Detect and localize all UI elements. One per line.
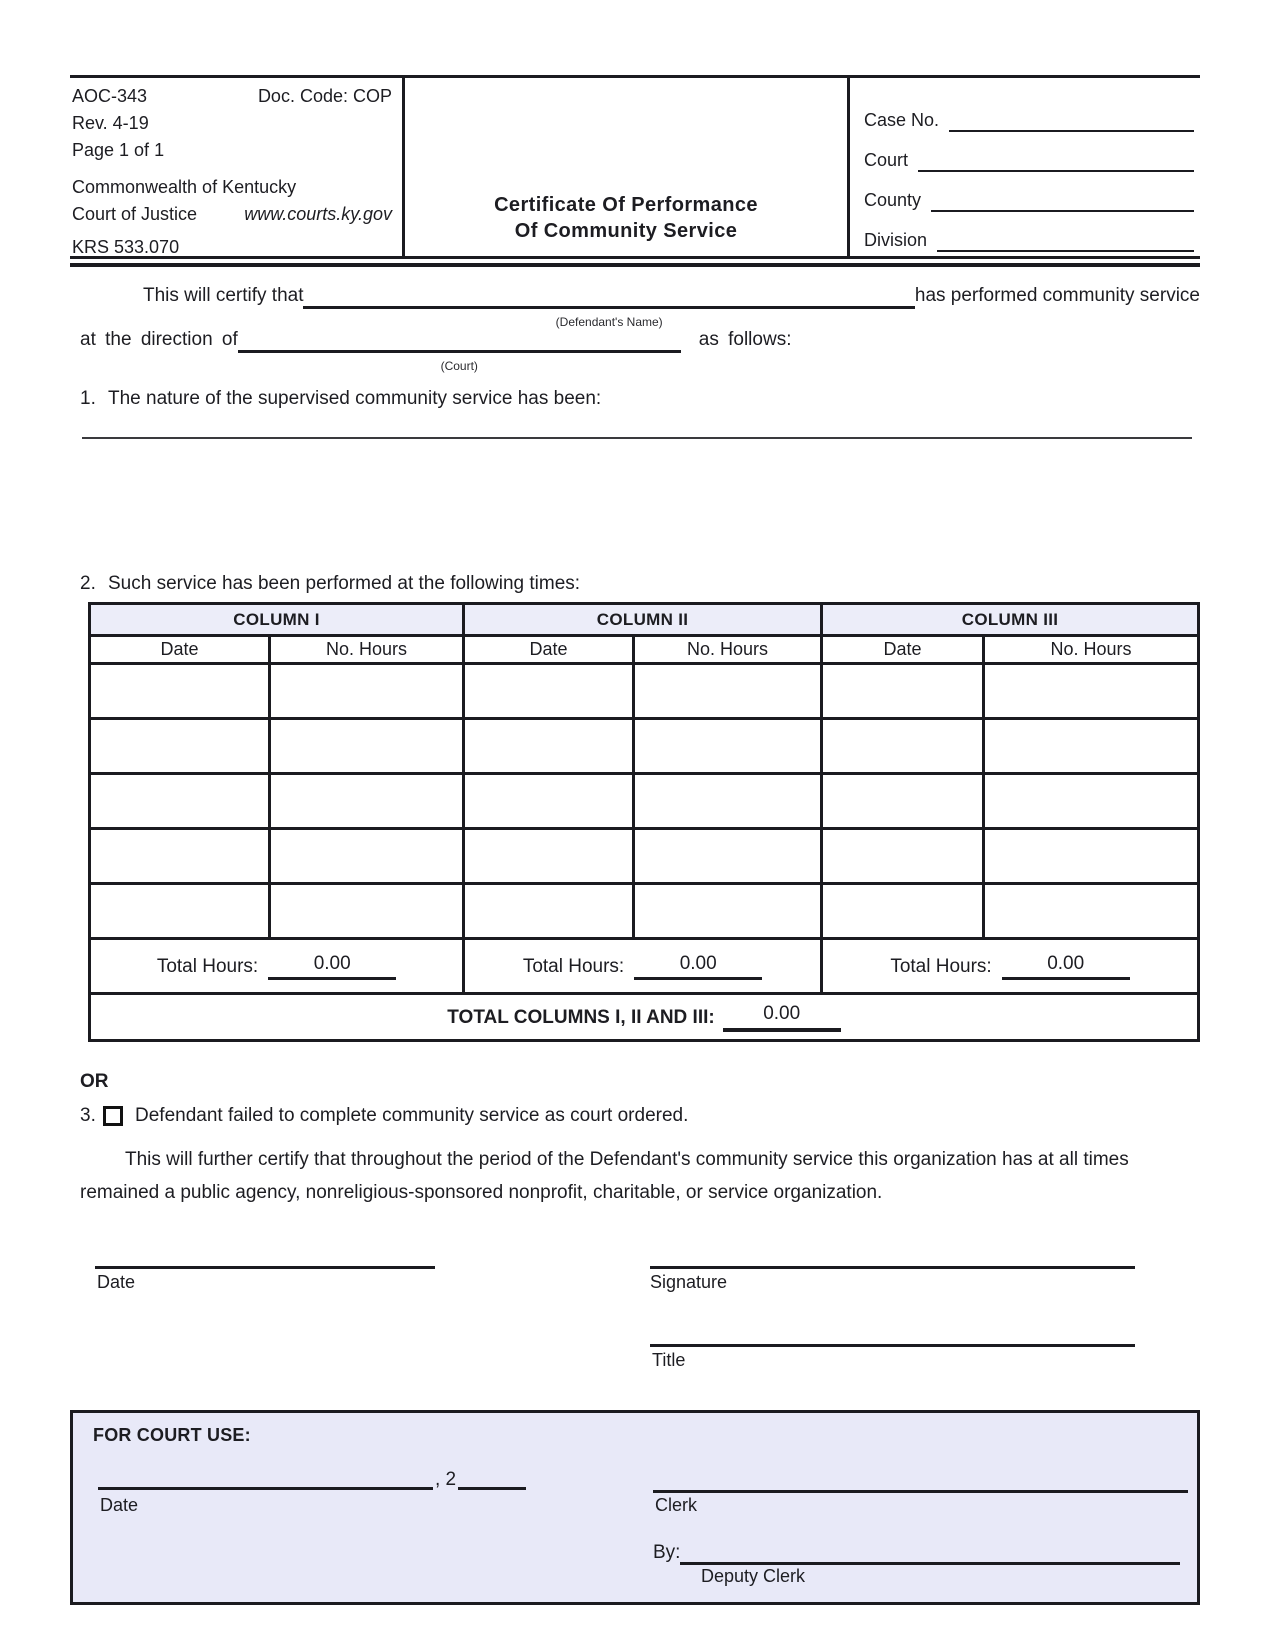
col3-total-value[interactable]: 0.00 [1002,953,1130,980]
form-title-line1: Certificate Of Performance [494,194,758,216]
hours-entry-cell[interactable] [634,774,822,829]
signature-field[interactable] [650,1266,1135,1269]
division-label: Division [864,230,928,250]
col3-date-header: Date [822,636,984,664]
case-info-block [850,78,1200,256]
form-header [70,75,1200,259]
court-use-year-field[interactable] [458,1465,526,1490]
date-label: Date [97,1272,136,1292]
date-entry-cell[interactable] [464,829,634,884]
court-row [864,132,1194,172]
item-1-text: The nature of the supervised community service has been: [108,388,602,409]
table-empty-row [90,774,1199,829]
col1-hours-header: No. Hours [270,636,464,664]
as-follows-text: as follows: [698,329,792,350]
date-entry-cell[interactable] [90,829,270,884]
service-hours-table [88,602,1200,1042]
hours-entry-cell[interactable] [984,829,1199,884]
hours-entry-cell[interactable] [270,829,464,884]
form-code: AOC-343 [72,86,148,106]
court-use-date-field[interactable] [98,1465,433,1490]
hours-entry-cell[interactable] [984,774,1199,829]
date-entry-cell[interactable] [464,719,634,774]
or-label: OR [80,1071,109,1092]
grand-total-row [90,994,1199,1041]
date-entry-cell[interactable] [90,774,270,829]
col2-total-label: Total Hours: [522,955,625,977]
col1-date-header: Date [90,636,270,664]
item-2-text: Such service has been performed at the following times: [108,573,581,594]
doc-code: Doc. Code: COP [257,86,392,106]
table-empty-row [90,664,1199,719]
hours-entry-cell[interactable] [984,719,1199,774]
hours-entry-cell[interactable] [270,719,464,774]
division-field[interactable] [937,230,1194,252]
date-entry-cell[interactable] [822,719,984,774]
column-header-row [90,604,1199,636]
for-court-use-box [70,1410,1200,1605]
form-revision: Rev. 4-19 [72,113,149,133]
col2-hours-header: No. Hours [634,636,822,664]
defendant-name-caption: (Defendant's Name) [555,315,663,329]
date-entry-cell[interactable] [90,719,270,774]
grand-total-value[interactable]: 0.00 [723,1003,841,1032]
hours-entry-cell[interactable] [634,829,822,884]
commonwealth-label: Commonwealth of Kentucky [72,177,297,197]
by-label: By: [653,1542,681,1563]
column-1-header: COLUMN I [90,604,464,636]
defendant-name-field[interactable] [303,306,914,329]
county-row [864,172,1194,212]
col2-total-value[interactable]: 0.00 [634,953,762,980]
item-1 [70,387,1200,411]
item-3-text: Defendant failed to complete community service as court ordered. [135,1105,689,1126]
deputy-clerk-label: Deputy Clerk [701,1566,806,1586]
court-field[interactable] [918,150,1194,172]
court-of-justice-label: Court of Justice [72,204,198,224]
website-text: www.courts.ky.gov [244,204,392,224]
court-name-field[interactable] [238,350,681,373]
form-title-line2: Of Community Service [514,220,738,242]
col3-hours-header: No. Hours [984,636,1199,664]
col2-total-cell [464,939,822,994]
certify-line-1 [70,283,1200,329]
court-use-year-prefix: , 2 [435,1469,457,1490]
court-use-date-row [98,1466,526,1490]
by-row [653,1538,1180,1565]
title-label: Title [652,1350,686,1370]
grand-total-cell [90,994,1199,1041]
title-line-row [70,1344,1200,1347]
date-signature-labels [70,1272,1200,1293]
hours-entry-cell[interactable] [984,884,1199,939]
case-no-field[interactable] [949,110,1194,132]
date-entry-cell[interactable] [822,884,984,939]
date-entry-cell[interactable] [90,884,270,939]
division-row [864,212,1194,252]
signature-label: Signature [650,1272,728,1292]
direction-lead-text: at the direction of [80,329,238,350]
title-field[interactable] [650,1344,1135,1347]
col1-total-cell [90,939,464,994]
failed-service-checkbox[interactable] [103,1106,123,1126]
sub-header-row [90,636,1199,664]
hours-entry-cell[interactable] [634,719,822,774]
date-entry-cell[interactable] [464,774,634,829]
date-entry-cell[interactable] [822,829,984,884]
hours-entry-cell[interactable] [634,884,822,939]
grand-total-label: TOTAL COLUMNS I, II AND III: [447,1006,715,1028]
table-empty-row [90,829,1199,884]
court-use-date-label: Date [100,1495,139,1515]
clerk-signature-field[interactable] [653,1468,1188,1493]
item-3-number: 3. [80,1105,96,1126]
table-empty-row [90,719,1199,774]
total-hours-row [90,939,1199,994]
form-content [70,75,1200,1605]
col2-date-header: Date [464,636,634,664]
for-court-use-heading: FOR COURT USE: [93,1425,251,1445]
item-2 [70,572,1200,596]
court-label: Court [864,150,909,170]
date-entry-cell[interactable] [822,664,984,719]
column-2-header: COLUMN II [464,604,822,636]
certify-lead-text: This will certify that [143,285,304,306]
col3-total-cell [822,939,1199,994]
form-title-block [405,78,850,256]
clerk-label: Clerk [655,1495,698,1515]
county-label: County [864,190,922,210]
case-no-row [864,92,1194,132]
col1-total-value[interactable]: 0.00 [268,953,396,980]
county-field[interactable] [931,190,1194,212]
hours-entry-cell[interactable] [270,774,464,829]
form-id-block [70,78,405,256]
date-field[interactable] [95,1266,435,1269]
hours-entry-cell[interactable] [634,664,822,719]
further-certify-paragraph: This will further certify that throughout the period of the Defendant's community service this organization has at all times remained a public agency, nonreligious-sponsored nonprofit, charitable, or service organization. [80,1149,1129,1203]
date-signature-lines [70,1266,1200,1269]
deputy-clerk-signature-field[interactable] [680,1538,1180,1565]
date-entry-cell[interactable] [822,774,984,829]
certify-after-text: has performed community service [914,285,1200,306]
col3-total-label: Total Hours: [890,955,992,977]
statute-reference: KRS 533.070 [72,237,180,257]
date-entry-cell[interactable] [464,884,634,939]
form-page-count: Page 1 of 1 [72,140,165,160]
item-2-number: 2. [80,573,96,594]
hours-entry-cell[interactable] [984,664,1199,719]
hours-entry-cell[interactable] [270,664,464,719]
table-empty-row [90,884,1199,939]
service-table-body [90,664,1199,939]
header-rule [70,263,1200,267]
date-entry-cell[interactable] [90,664,270,719]
item-3 [70,1105,1200,1127]
case-no-label: Case No. [864,110,940,130]
hours-entry-cell[interactable] [270,884,464,939]
item-1-number: 1. [80,388,96,409]
date-entry-cell[interactable] [464,664,634,719]
col1-total-label: Total Hours: [156,955,259,977]
nature-of-service-field[interactable] [82,437,1192,439]
column-3-header: COLUMN III [822,604,1199,636]
court-name-caption: (Court) [440,359,478,373]
